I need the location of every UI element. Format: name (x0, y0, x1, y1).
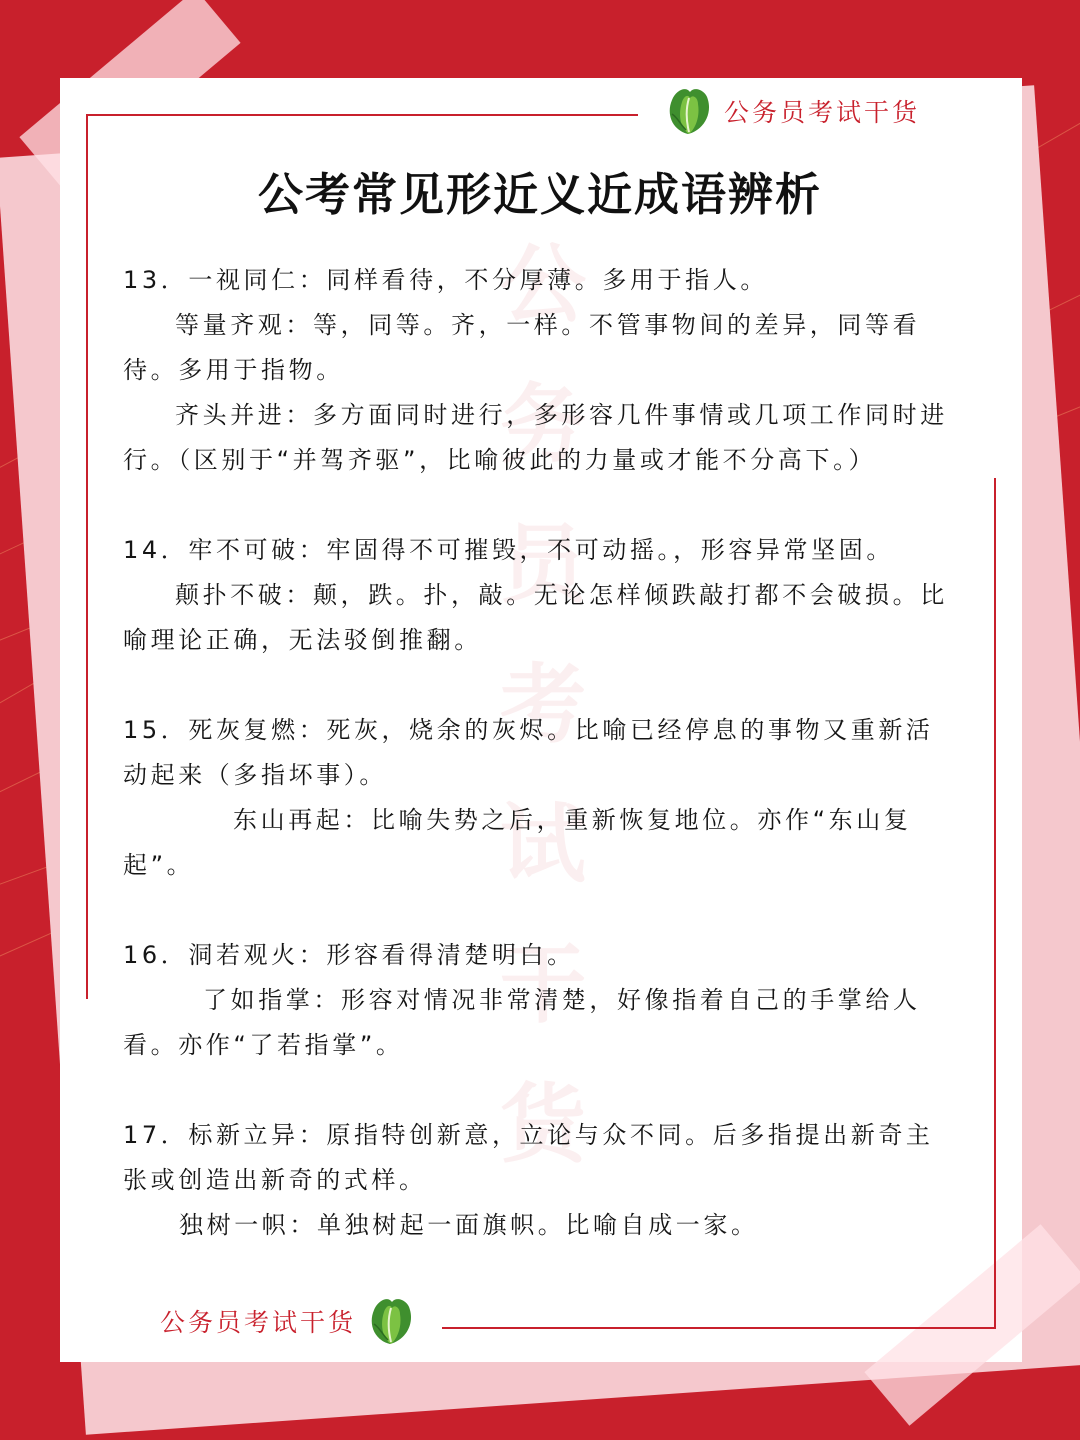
frame-line-bottom (442, 1327, 996, 1329)
frame-line-left (86, 114, 88, 999)
entry-17-sub-1: 独树一帜：单独树起一面旗帜。比喻自成一家。 (179, 1211, 759, 1239)
brand-name: 公务员考试干货 (724, 98, 921, 127)
entry-14-sub-1: 颠扑不破：颠，跌。扑，敲。无论怎样倾跌敲打都不会破损。比喻理论正确，无法驳倒推翻。 (123, 581, 948, 654)
brand-footer (160, 1294, 416, 1348)
entry-13-sub-2: 齐头并进：多方面同时进行，多形容几件事情或几项工作同时进行。（区别于“并驾齐驱”，比喻彼此的力量或才能不分高下。） (123, 401, 948, 474)
frame-line-right (994, 478, 996, 1328)
brand-name-footer: 公务员考试干货 (160, 1308, 357, 1337)
article-body (123, 258, 958, 1248)
entry-13-main: 13．一视同仁：同样看待，不分厚薄。多用于指人。 (123, 266, 768, 294)
cabbage-icon (366, 1294, 416, 1348)
entry-15-main: 15．死灰复燃：死灰，烧余的灰烬。比喻已经停息的事物又重新活动起来（多指坏事）。 (123, 716, 934, 789)
entry-16-sub-1: 了如指掌：形容对情况非常清楚，好像指着自己的手掌给人看。亦作“了若指掌”。 (123, 986, 921, 1059)
entry-14-main: 14．牢不可破：牢固得不可摧毁，不可动摇。，形容异常坚固。 (123, 536, 894, 564)
entry-17-main: 17．标新立异：原指特创新意，立论与众不同。后多指提出新奇主张或创造出新奇的式样。 (123, 1121, 934, 1194)
entry-15-sub-1: 东山再起：比喻失势之后，重新恢复地位。亦作“东山复起”。 (123, 806, 912, 879)
watermark: 公务员考试干货 (500, 234, 586, 1175)
entry-16-main: 16．洞若观火：形容看得清楚明白。 (123, 941, 575, 969)
brand-header (664, 84, 920, 138)
entry-13-sub-1: 等量齐观：等，同等。齐，一样。不管事物间的差异，同等看待。多用于指物。 (123, 311, 921, 384)
page-title: 公考常见形近义近成语辨析 (257, 168, 822, 221)
cabbage-icon (664, 84, 714, 138)
frame-line-top (88, 114, 638, 116)
